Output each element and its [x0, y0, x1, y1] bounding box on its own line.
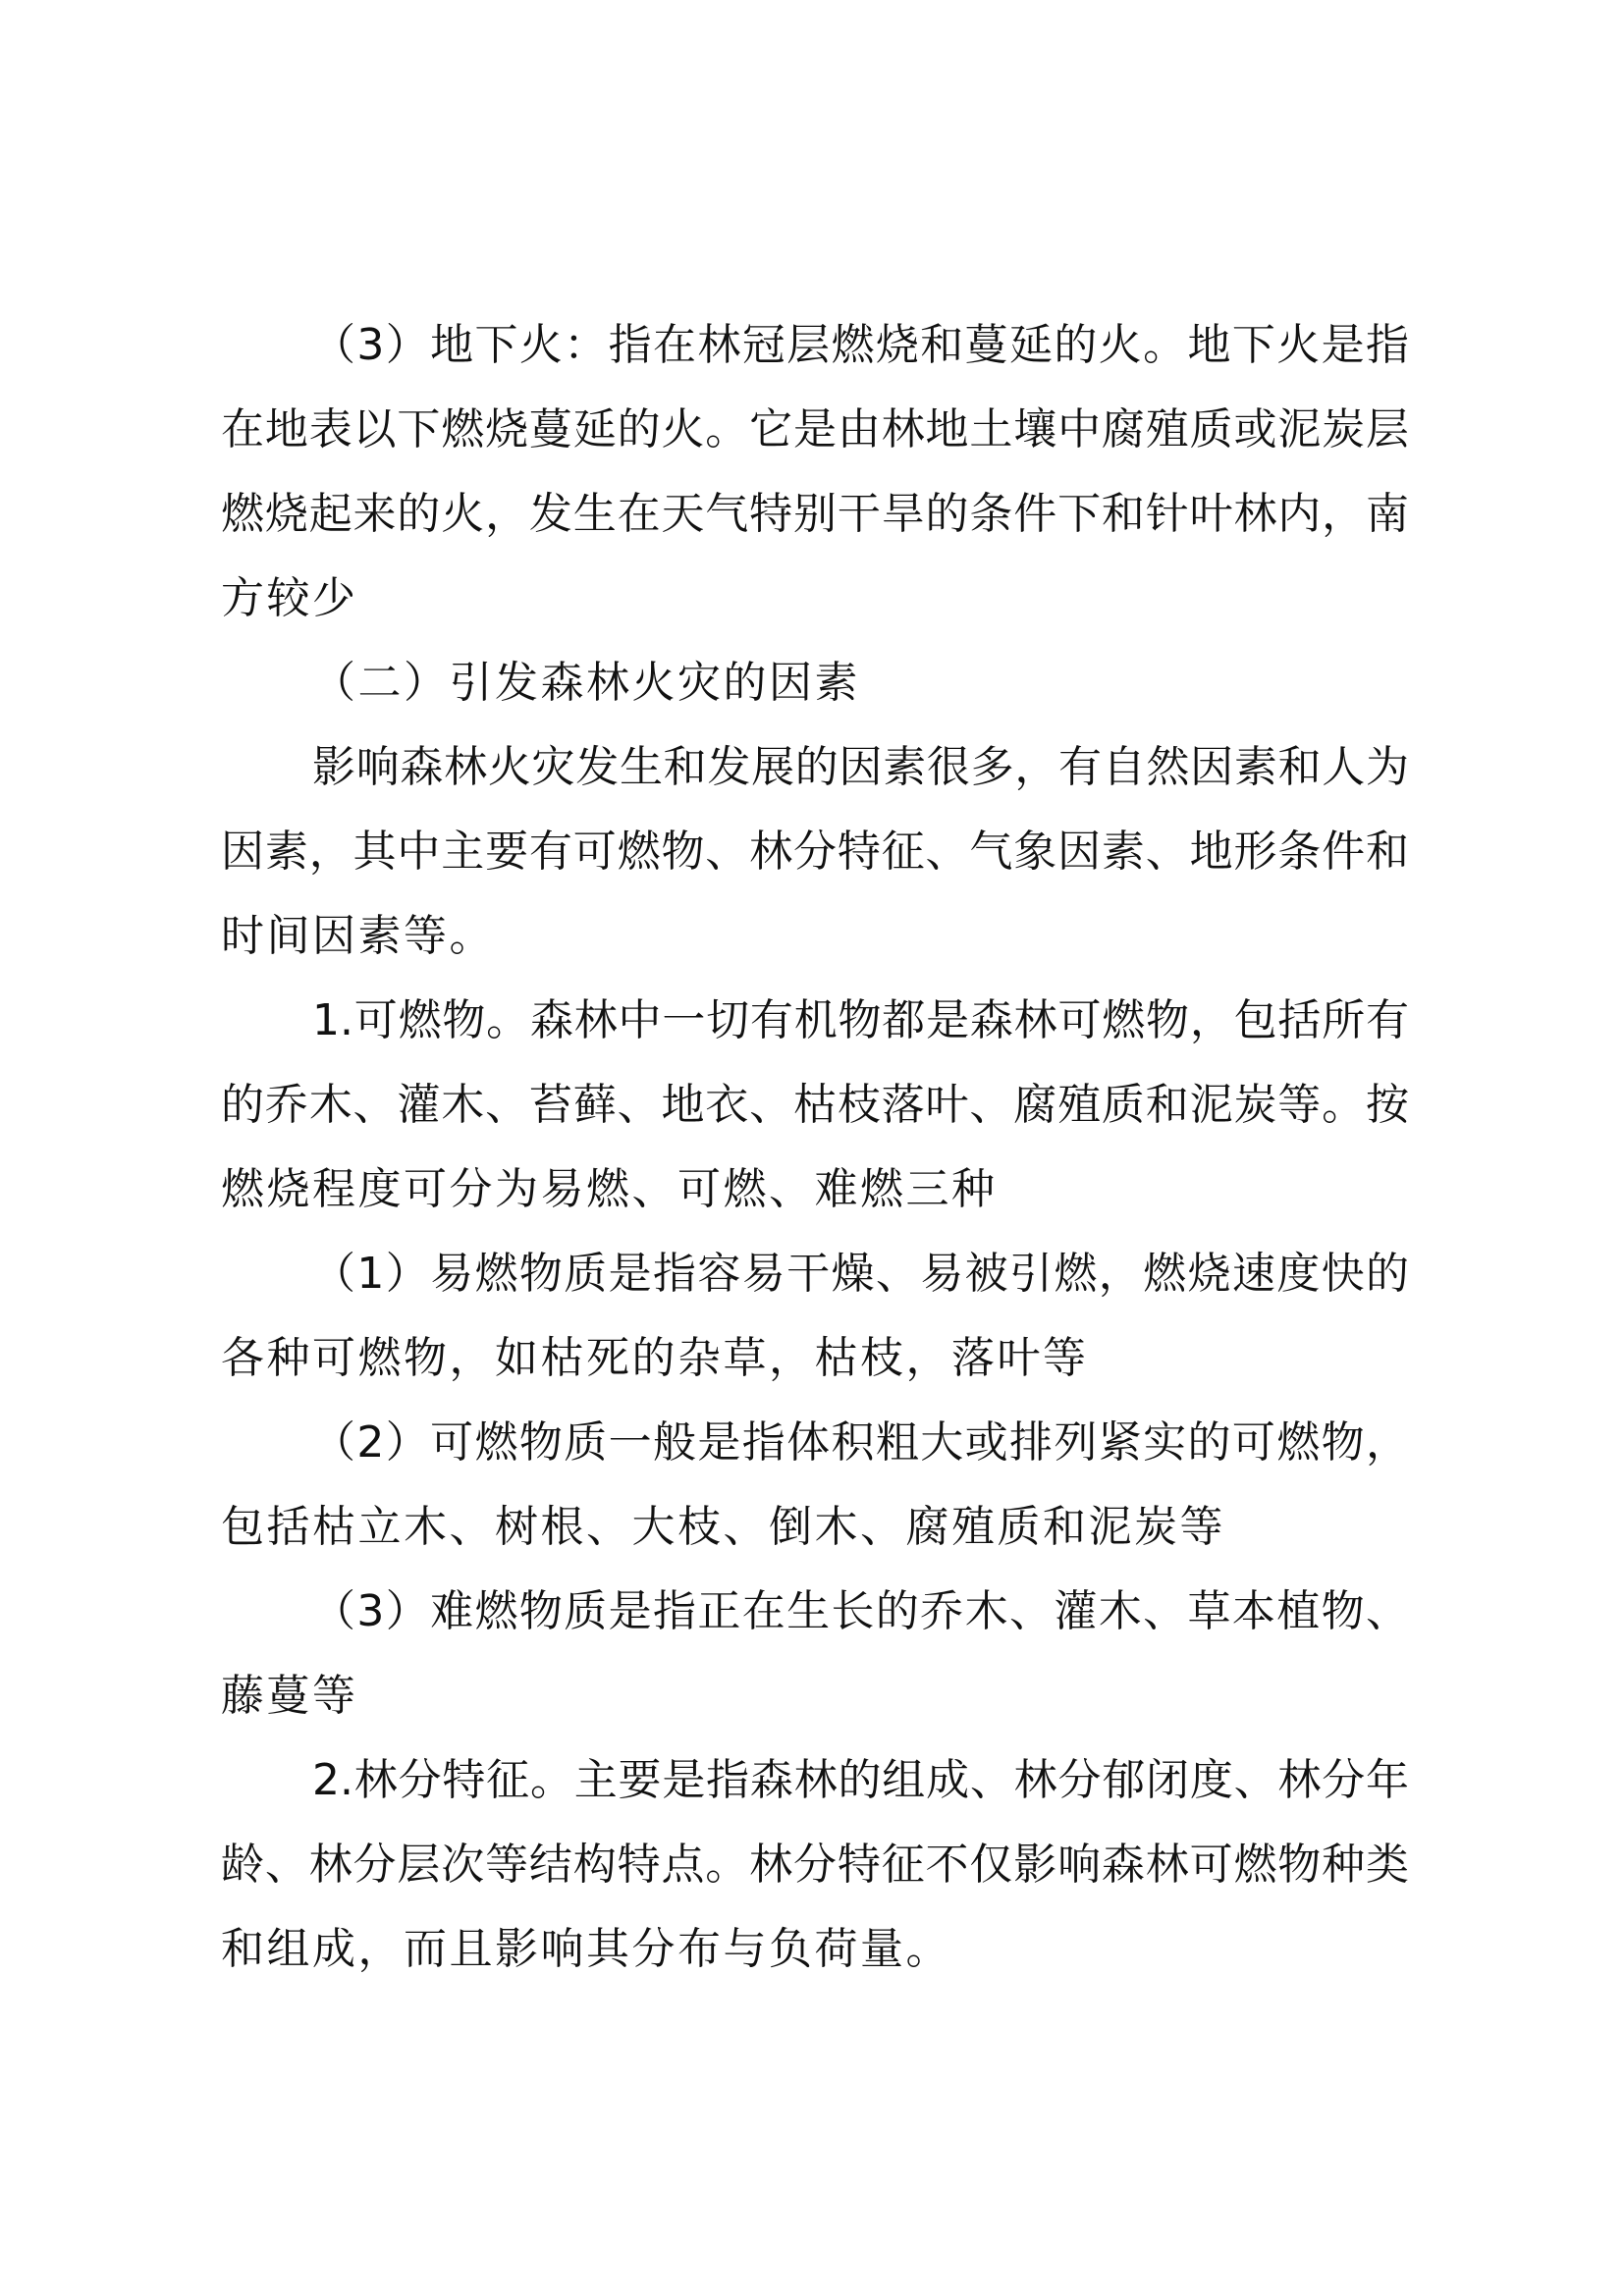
- text-line: 和组成，而且影响其分布与负荷量。: [221, 1924, 951, 1974]
- text-line: （3）难燃物质是指正在生长的乔木、灌木、草本植物、: [312, 1586, 1409, 1636]
- text-line: 1.可燃物。森林中一切有机物都是森林可燃物，包括所有: [312, 995, 1409, 1045]
- text-line: （2）可燃物质一般是指体积粗大或排列紧实的可燃物，: [312, 1417, 1409, 1468]
- text-line: 燃烧起来的火，发生在天气特别干旱的条件下和针叶林内，南: [221, 489, 1409, 539]
- text-line: 龄、林分层次等结构特点。林分特征不仅影响森林可燃物种类: [221, 1840, 1409, 1890]
- document-page: [221, 303, 1409, 1992]
- paragraph: [221, 725, 1409, 979]
- paragraph: [221, 1738, 1409, 1992]
- text-line: 时间因素等。: [221, 911, 495, 961]
- text-line: 在地表以下燃烧蔓延的火。它是由林地土壤中腐殖质或泥炭层: [221, 404, 1409, 454]
- text-line: （二）引发森林火灾的因素: [312, 658, 860, 708]
- text-line: 因素，其中主要有可燃物、林分特征、气象因素、地形条件和: [221, 827, 1409, 877]
- text-line: 包括枯立木、树根、大枝、倒木、腐殖质和泥炭等: [221, 1502, 1225, 1552]
- section-heading: [221, 641, 1409, 725]
- text-line: 各种可燃物，如枯死的杂草，枯枝，落叶等: [221, 1333, 1089, 1383]
- text-line: 藤蔓等: [221, 1671, 358, 1721]
- text-line: 燃烧程度可分为易燃、可燃、难燃三种: [221, 1164, 998, 1214]
- paragraph: [221, 303, 1409, 641]
- paragraph: [221, 979, 1409, 1232]
- paragraph: [221, 1232, 1409, 1401]
- paragraph: [221, 1401, 1409, 1570]
- text-line: 2.林分特征。主要是指森林的组成、林分郁闭度、林分年: [312, 1755, 1409, 1805]
- text-line: 影响森林火灾发生和发展的因素很多，有自然因素和人为: [312, 742, 1409, 792]
- text-line: （3）地下火：指在林冠层燃烧和蔓延的火。地下火是指: [312, 320, 1409, 370]
- text-line: 的乔木、灌木、苔藓、地衣、枯枝落叶、腐殖质和泥炭等。按: [221, 1080, 1409, 1130]
- paragraph: [221, 1570, 1409, 1738]
- text-line: 方较少: [221, 573, 358, 623]
- text-line: （1）易燃物质是指容易干燥、易被引燃，燃烧速度快的: [312, 1249, 1409, 1299]
